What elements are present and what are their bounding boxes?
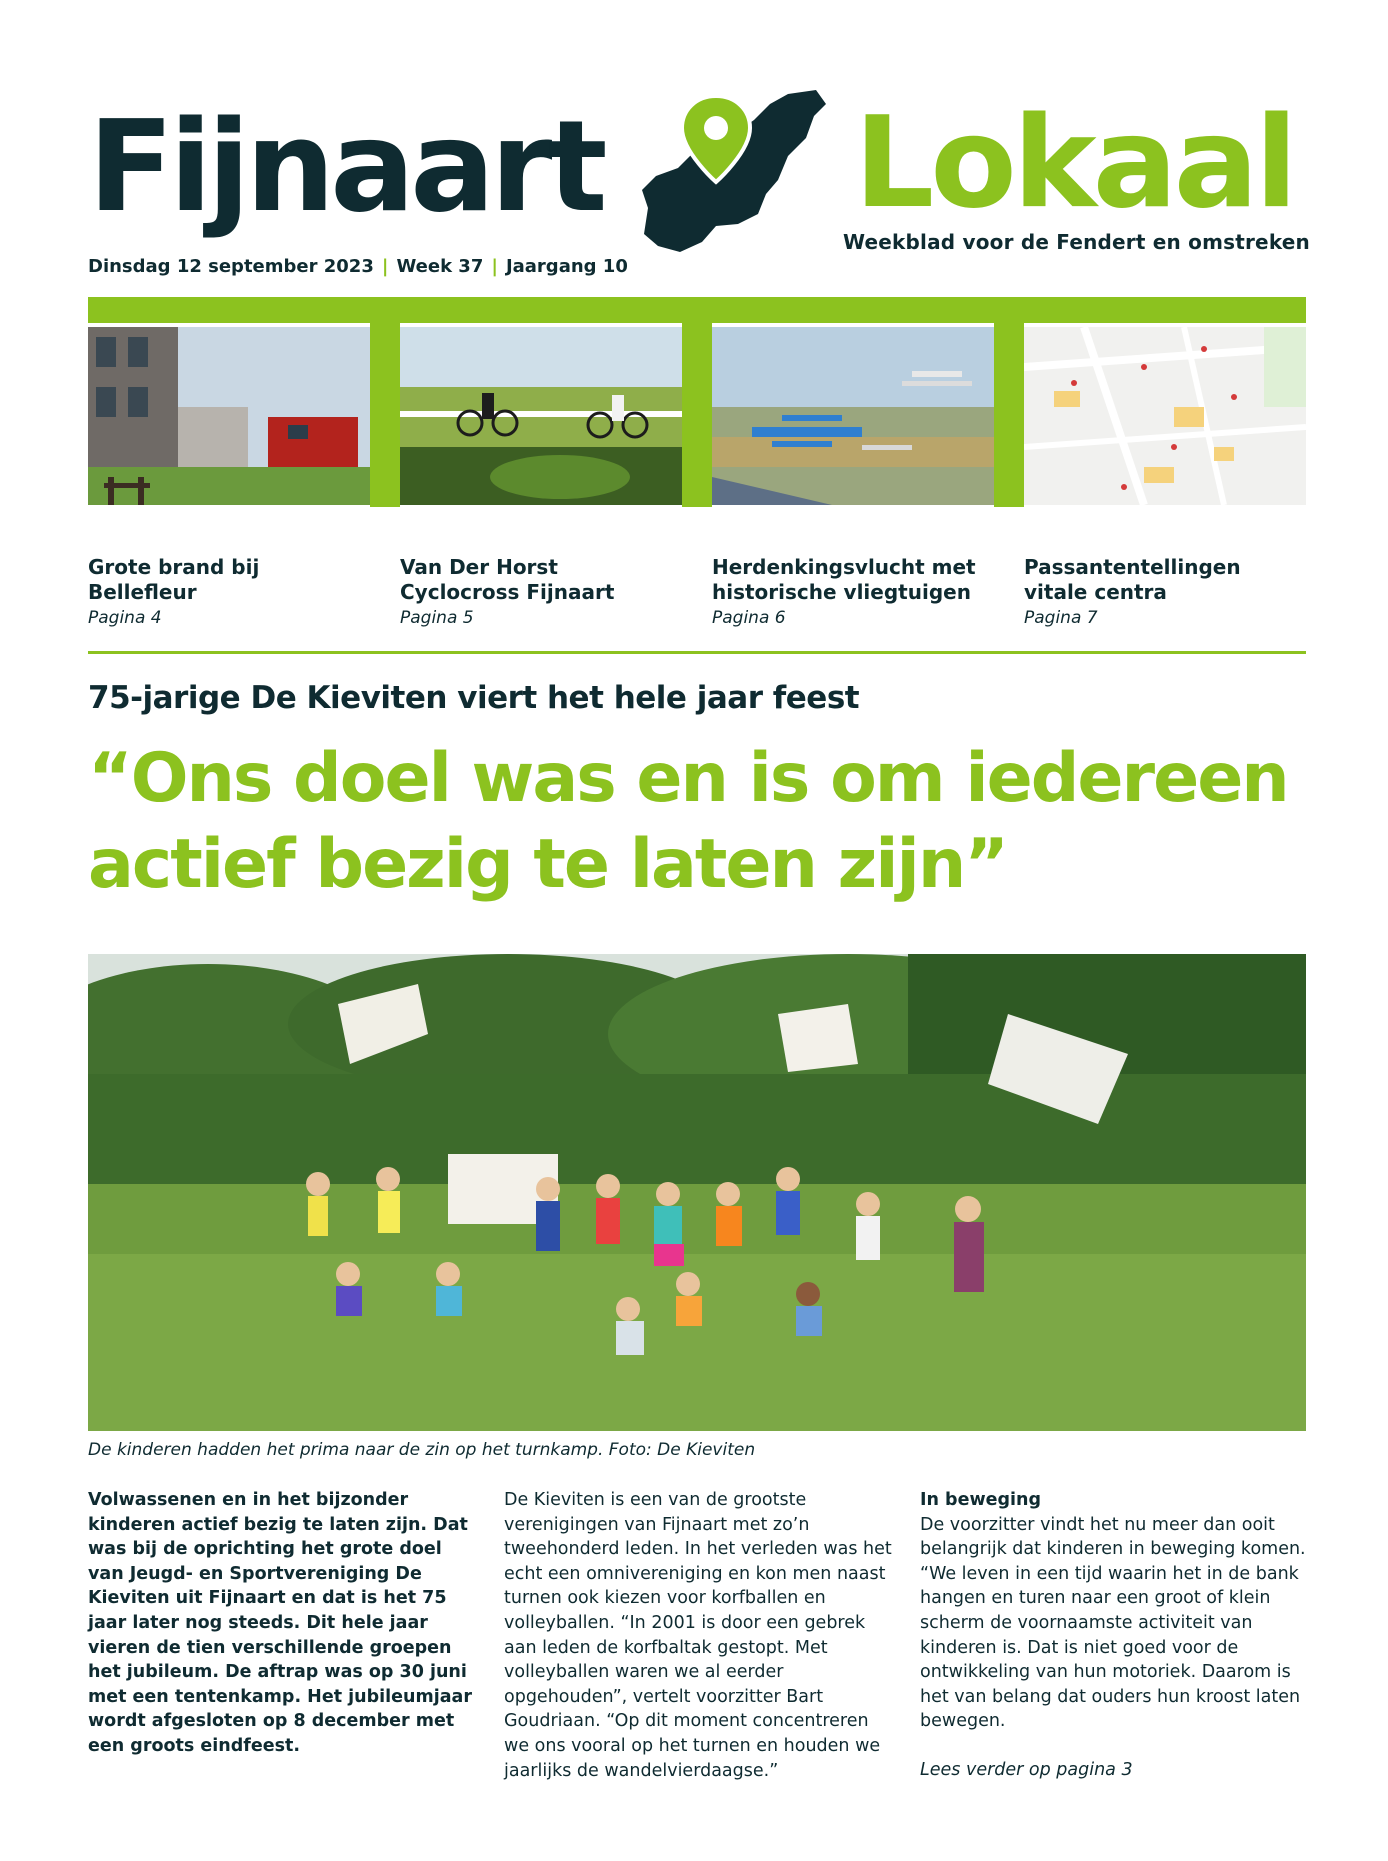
article-body-middle: De Kieviten is een van de grootste verenigingen van Fijnaart met zo’n tweehonderd leden. In het verleden was het echt een omnivereniging en kon men naast turnen ook kiezen voor korfballen en volleyballen. “In 2001 is door een gebrek aan leden de korfbaltak gestopt. Met volleyballen waren we al eerder opgehouden”, vertelt voorzitter Bart Goudriaan. “Op dit moment concentreren we ons vooral op het turnen en houden we jaarlijks de wandelvierdaagse.” xyxy=(504,1490,892,1781)
issue-volume: Jaargang 10 xyxy=(505,256,628,277)
green-divider xyxy=(370,297,400,507)
masthead xyxy=(88,89,1310,296)
teaser-row xyxy=(88,297,1306,628)
teaser-biplanes[interactable] xyxy=(712,555,994,631)
green-divider xyxy=(994,297,1024,507)
teaser-image-cyclocross[interactable] xyxy=(400,327,682,505)
teaser-image-map[interactable] xyxy=(1024,327,1306,505)
article-kicker: 75-jarige De Kieviten viert het hele jaar feest xyxy=(88,680,860,716)
teaser-cyclocross[interactable] xyxy=(400,555,682,631)
article-lead: Volwassenen en in het bijzonder kinderen actief bezig te laten zijn. Dat was bij de oprichting het grote doel van Jeugd- en Sportvereniging De Kieviten uit Fijnaart en dat is het 75 jaar later nog steeds. Dit hele jaar vieren de tien verschillende groepen het jubileum. De aftrap was op 30 juni met een tentenkamp. Het jubileumjaar wordt afgesloten op 8 december met een groots eindfeest. xyxy=(88,1490,472,1756)
teaser-page: Pagina 5 xyxy=(400,608,474,628)
photo-caption: De kinderen hadden het prima naar de zin op het turnkamp. Foto: De Kieviten xyxy=(88,1440,756,1460)
teaser-map[interactable] xyxy=(1024,555,1306,631)
teaser-title: Passantentellingen vitale centra xyxy=(1024,555,1241,604)
issue-week: Week 37 xyxy=(396,256,484,277)
separator: | xyxy=(491,256,498,277)
teaser-title: Van Der Horst Cyclocross Fijnaart xyxy=(400,555,615,604)
newspaper-title-right: Lokaal xyxy=(854,89,1294,236)
teaser-title: Herdenkingsvlucht met historische vliegtuigen xyxy=(712,555,976,604)
teaser-image-biplanes[interactable] xyxy=(712,327,994,505)
teaser-title: Grote brand bij Bellefleur xyxy=(88,555,260,604)
article-photo xyxy=(88,954,1306,1431)
teaser-page: Pagina 6 xyxy=(712,608,786,628)
tagline: Weekblad voor de Fendert en omstreken xyxy=(842,230,1310,254)
article-body-right-text: De voorzitter vindt het nu meer dan ooit belangrijk dat kinderen in beweging komen. “We leven in een tijd waarin het in de bank hangen en turen naar een groot of klein scherm de voornaamste activiteit van kinderen is. Dat is niet goed voor de ontwikkeling van hun motoriek. Daarom is het van belang dat ouders hun kroost laten bewegen. xyxy=(920,1514,1306,1732)
region-map-pin-logo-icon xyxy=(638,86,848,261)
newspaper-title-left: Fijnaart xyxy=(88,93,603,240)
teaser-page: Pagina 7 xyxy=(1024,608,1098,628)
continued-link[interactable]: Lees verder op pagina 3 xyxy=(920,1759,1133,1780)
teaser-fire[interactable] xyxy=(88,555,370,631)
issue-date: Dinsdag 12 september 2023 xyxy=(88,256,374,277)
green-divider xyxy=(682,297,712,507)
article-body-right xyxy=(920,1488,1312,1783)
teaser-page: Pagina 4 xyxy=(88,608,162,628)
dateline xyxy=(88,256,628,277)
article-subhead: In beweging xyxy=(920,1490,1042,1510)
teaser-image-fire[interactable] xyxy=(88,327,370,505)
green-rule xyxy=(88,651,1306,654)
separator: | xyxy=(381,256,389,277)
article-headline: “Ons doel was en is om iedereen actief bezig te laten zijn” xyxy=(88,739,1288,904)
